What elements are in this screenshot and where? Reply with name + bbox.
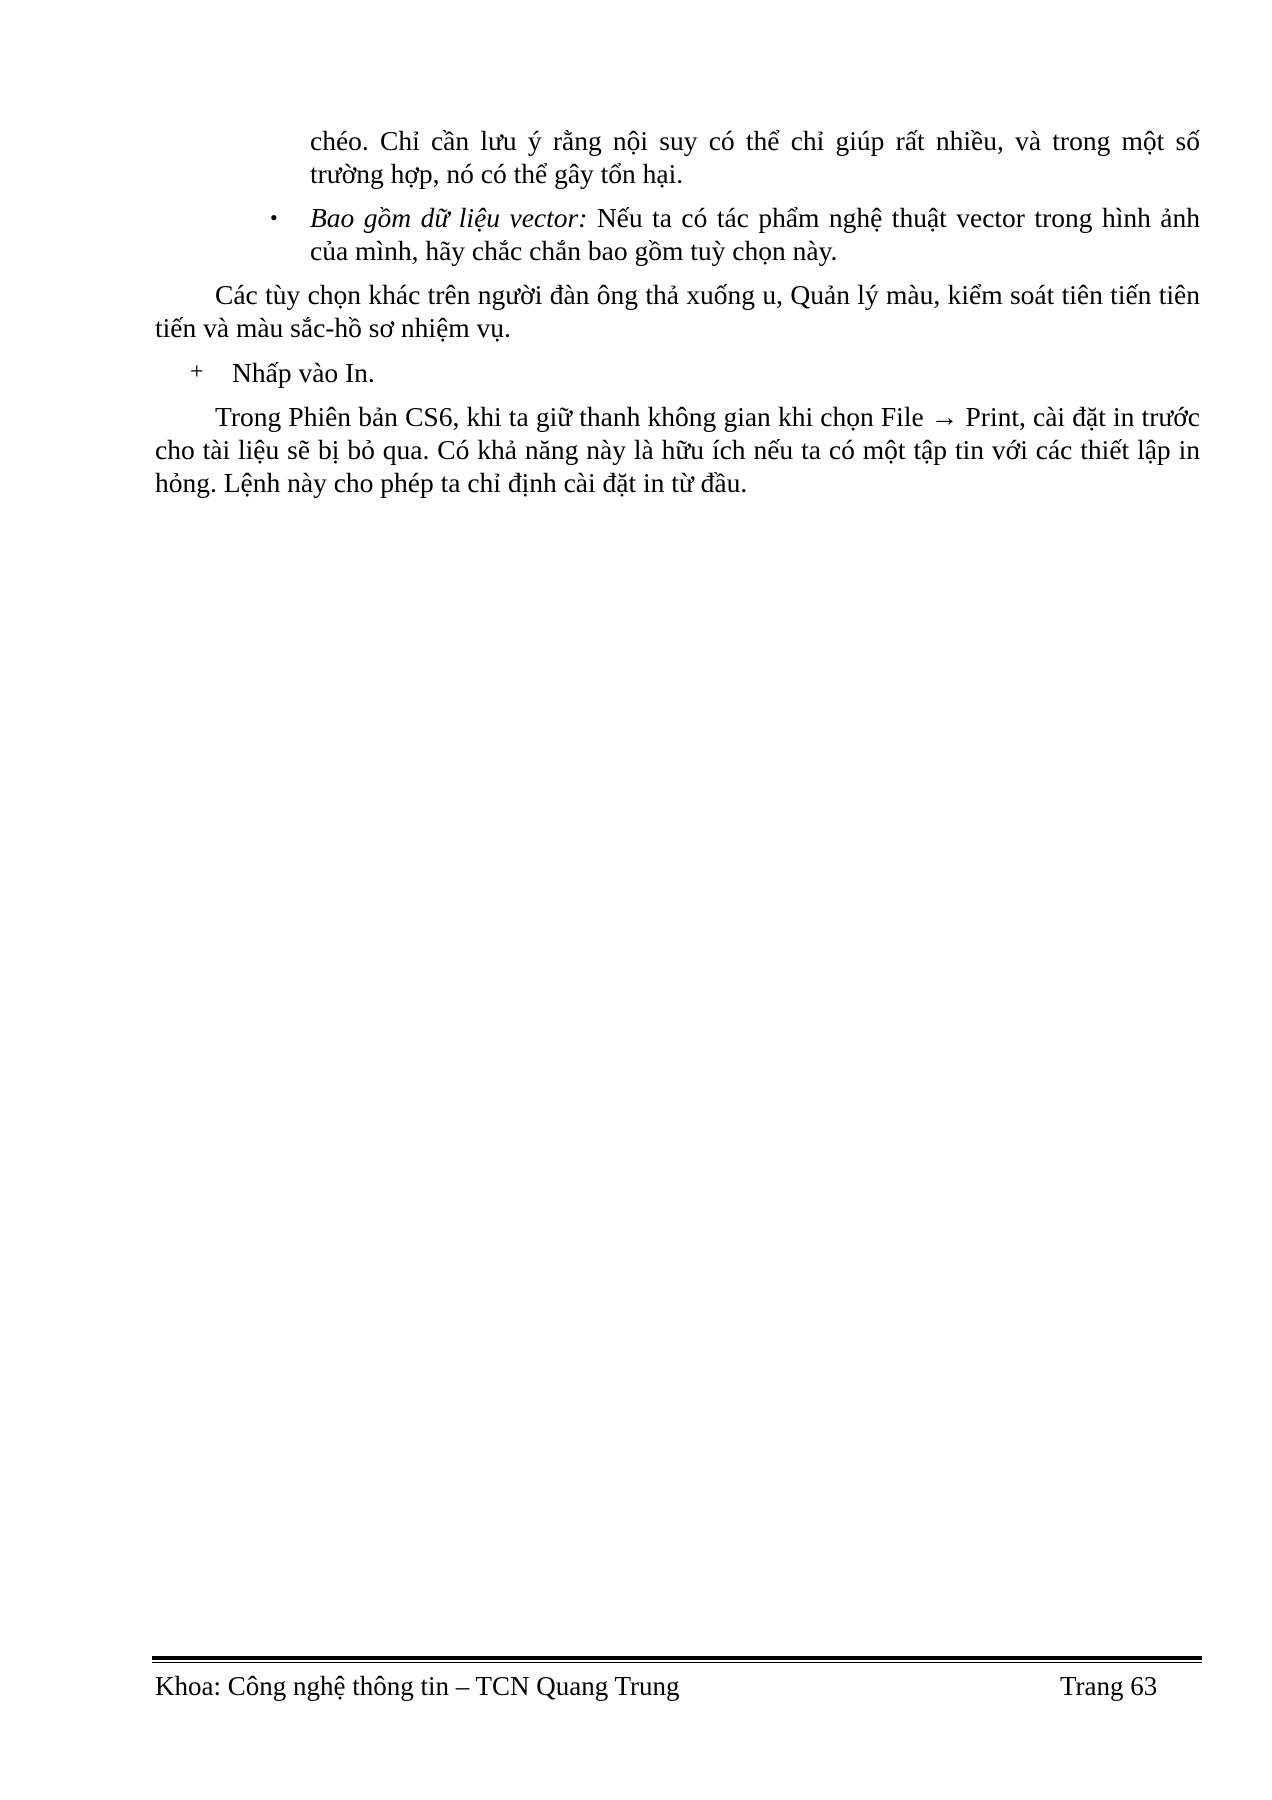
bullet-term: Bao gồm dữ liệu vector: — [310, 202, 588, 233]
continuation-paragraph: chéo. Chỉ cần lưu ý rằng nội suy có thể chỉ giúp rất nhiều, và trong một số trường hợp, nó có thể gây tổn hại. — [310, 125, 1200, 189]
plus-marker: + — [190, 359, 204, 385]
step-text: Nhấp vào In. — [232, 357, 375, 388]
paragraph-cs6: Trong Phiên bản CS6, khi ta giữ thanh không gian khi chọn File → Print, cài đặt in trước cho tài liệu sẽ bị bỏ qua. Có khả năng này là hữu ích nếu ta có một tập tin với các thiết lập in hỏng. Lệnh này cho phép ta chỉ định cài đặt in từ đầu. — [155, 401, 1200, 498]
bullet-text: Nếu ta có tác phẩm nghệ thuật vector trong hình ảnh của mình, hãy chắc chắn bao gồm tuỳ chọn này. — [310, 202, 1200, 266]
paragraph-other-options: Các tùy chọn khác trên người đàn ông thả xuống u, Quản lý màu, kiểm soát tiên tiến tiên tiến và màu sắc-hồ sơ nhiệm vụ. — [155, 279, 1200, 343]
footer-rule-thick — [152, 1656, 1202, 1660]
footer-department: Khoa: Công nghệ thông tin – TCN Quang Trung — [155, 1671, 680, 1701]
footer-page-number: Trang 63 — [1060, 1671, 1158, 1701]
bullet-body — [310, 201, 1200, 267]
bullet-marker: • — [270, 205, 278, 230]
footer-rule-thin — [152, 1662, 1202, 1663]
